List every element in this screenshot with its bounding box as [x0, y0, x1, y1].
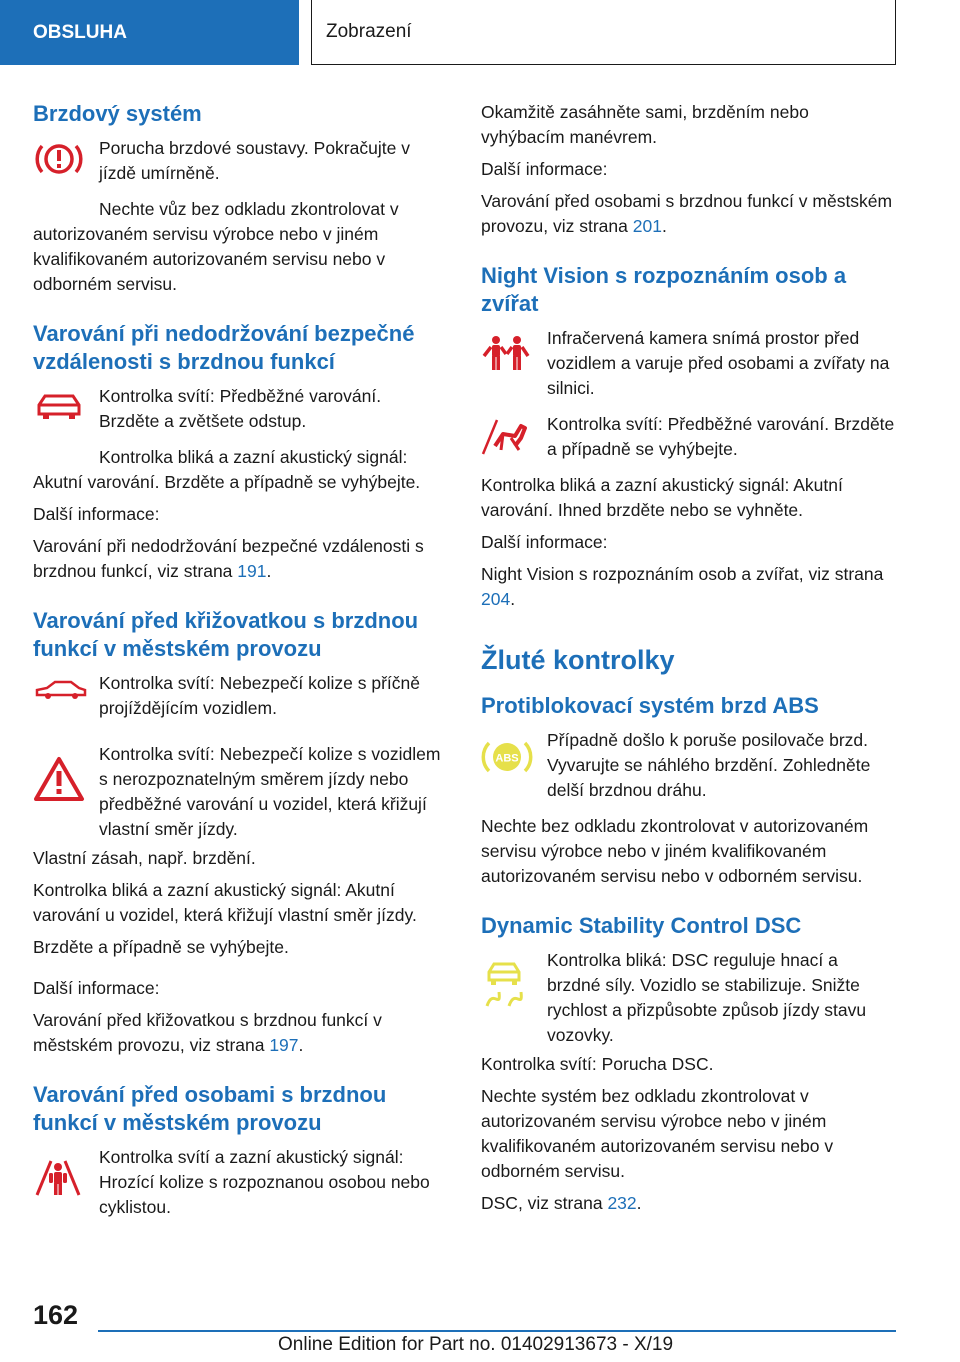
paragraph: Okamžitě zasáhněte sami, brzděním nebo vyhýbacím manévrem.: [481, 102, 809, 147]
animal-icon: [481, 412, 547, 456]
paragraph: Porucha brzdové soustavy. Pokračujte v jízdě umírněně.: [99, 138, 410, 183]
paragraph: Infračervená kamera snímá prostor před vozidlem a varuje před osobami a zvířaty na silnici.: [547, 328, 890, 398]
paragraph: Nechte bez odkladu zkontrolovat v autorizovaném servisu výrobce nebo v jiném kvalifikovaném autorizovaném servisu nebo v odborném servisu.: [481, 816, 869, 886]
paragraph: Vlastní zásah, např. brzdění.: [33, 848, 256, 868]
section-abs: [481, 692, 896, 889]
paragraph: Kontrolka bliká a zazní akustický signál: Akutní varování u vozidel, která křižují vlastní směr jízdy.: [33, 880, 417, 925]
section-night-vision: [481, 262, 896, 612]
crossing-car-icon: [33, 671, 99, 705]
car-distance-icon: [33, 384, 99, 424]
persons-icon: [481, 326, 547, 372]
section-title: Protiblokovací systém brzd ABS: [481, 693, 819, 718]
paragraph: Další informace:: [481, 532, 608, 552]
page-link[interactable]: 201: [632, 216, 662, 236]
paragraph: Varování při nedodržování bezpečné vzdálenosti s brzdnou funkcí, viz strana 191.: [33, 536, 424, 581]
svg-text:ABS: ABS: [495, 752, 519, 765]
paragraph: Další informace:: [33, 504, 160, 524]
chapter-heading: Žluté kontrolky: [481, 645, 675, 675]
brake-warning-icon: [33, 136, 99, 178]
page-number: 162: [33, 1300, 79, 1330]
footer-edition: Online Edition for Part no. 01402913673 - X/19: [278, 1334, 674, 1355]
page-link[interactable]: 204: [481, 589, 511, 609]
warning-triangle-icon: [33, 742, 99, 802]
paragraph: Kontrolka svítí: Předběžné varování. Brzděte a případně se vyhýbejte.: [547, 414, 895, 459]
paragraph: Kontrolka svítí a zazní akustický signál: Hrozící kolize s rozpoznanou osobou nebo cyklistou.: [99, 1147, 430, 1217]
paragraph: Kontrolka svítí: Nebezpečí kolize s vozidlem s nerozpoznatelným směrem jízdy nebo předběžné varování u vozidel, která křižují vlastní směr jízdy.: [99, 744, 441, 839]
paragraph: Kontrolka svítí: Předběžné varování. Brzděte a zvětšete odstup.: [99, 386, 382, 431]
section-title: Night Vision s rozpoznáním osob a zvířat: [481, 263, 847, 316]
section-tab: [0, 0, 299, 65]
page-link[interactable]: 197: [269, 1035, 299, 1055]
section-pedestrian-warning-cont: [481, 100, 896, 239]
section-label: OBSLUHA: [33, 21, 127, 43]
section-crossing-warning: [33, 607, 446, 1058]
section-title: Dynamic Stability Control DSC: [481, 913, 802, 938]
page-link[interactable]: 232: [607, 1193, 637, 1213]
paragraph: Kontrolka bliká a zazní akustický signál: Akutní varování. Brzděte a případně se vyhýbejte.: [33, 447, 421, 492]
paragraph: Brzděte a případně se vyhýbejte.: [33, 937, 289, 957]
dsc-icon: [481, 948, 547, 1012]
paragraph: Případně došlo k poruše posilovače brzd. Vyvarujte se náhlého brzdění. Zohledněte delší brzdnou dráhu.: [547, 730, 871, 800]
paragraph: Night Vision s rozpoznáním osob a zvířat, viz strana 204.: [481, 564, 884, 609]
chapter-label: Zobrazení: [326, 21, 412, 42]
left-column: [33, 100, 446, 1250]
section-dsc: [481, 912, 896, 1216]
section-distance-warning: [33, 320, 446, 584]
chapter-tab: [311, 0, 896, 65]
paragraph: Varování před osobami s brzdnou funkcí v městském provozu, viz strana 201.: [481, 191, 893, 236]
abs-icon: [481, 728, 547, 776]
pedestrian-warning-icon: [33, 1145, 99, 1199]
footer-divider: [98, 1330, 896, 1332]
paragraph: Další informace:: [481, 159, 608, 179]
paragraph: Nechte systém bez odkladu zkontrolovat v autorizovaném servisu výrobce nebo v jiném kvalifikovaném autorizovaném servisu nebo v odborném servisu.: [481, 1086, 834, 1181]
paragraph: Další informace:: [33, 978, 160, 998]
section-title: Varování před osobami s brzdnou funkcí v městském provozu: [33, 1082, 387, 1135]
paragraph: Kontrolka svítí: Nebezpečí kolize s příčně projíždějícím vozidlem.: [99, 673, 420, 718]
paragraph: Kontrolka bliká: DSC reguluje hnací a brzdné síly. Vozidlo se stabilizuje. Snižte rychlost a přizpůsobte způsob jízdy stavu vozovky.: [547, 950, 867, 1045]
section-title: Brzdový systém: [33, 101, 202, 126]
section-brake-system: [33, 100, 446, 297]
section-pedestrian-warning: [33, 1081, 446, 1227]
paragraph: Kontrolka bliká a zazní akustický signál: Akutní varování. Ihned brzděte nebo se vyhněte.: [481, 475, 843, 520]
paragraph: Varování před křižovatkou s brzdnou funkcí v městském provozu, viz strana 197.: [33, 1010, 382, 1055]
paragraph: Kontrolka svítí: Porucha DSC.: [481, 1054, 714, 1074]
paragraph: DSC, viz strana 232.: [481, 1193, 642, 1213]
right-column: [481, 100, 896, 1239]
paragraph: Nechte vůz bez odkladu zkontrolovat v autorizovaném servisu výrobce nebo v jiném kvalifikovaném autorizovaném servisu nebo v odborném servisu.: [33, 199, 399, 294]
section-title: Varování při nedodržování bezpečné vzdálenosti s brzdnou funkcí: [33, 321, 415, 374]
section-title: Varování před křižovatkou s brzdnou funkcí v městském provozu: [33, 608, 419, 661]
page-link[interactable]: 191: [237, 561, 267, 581]
